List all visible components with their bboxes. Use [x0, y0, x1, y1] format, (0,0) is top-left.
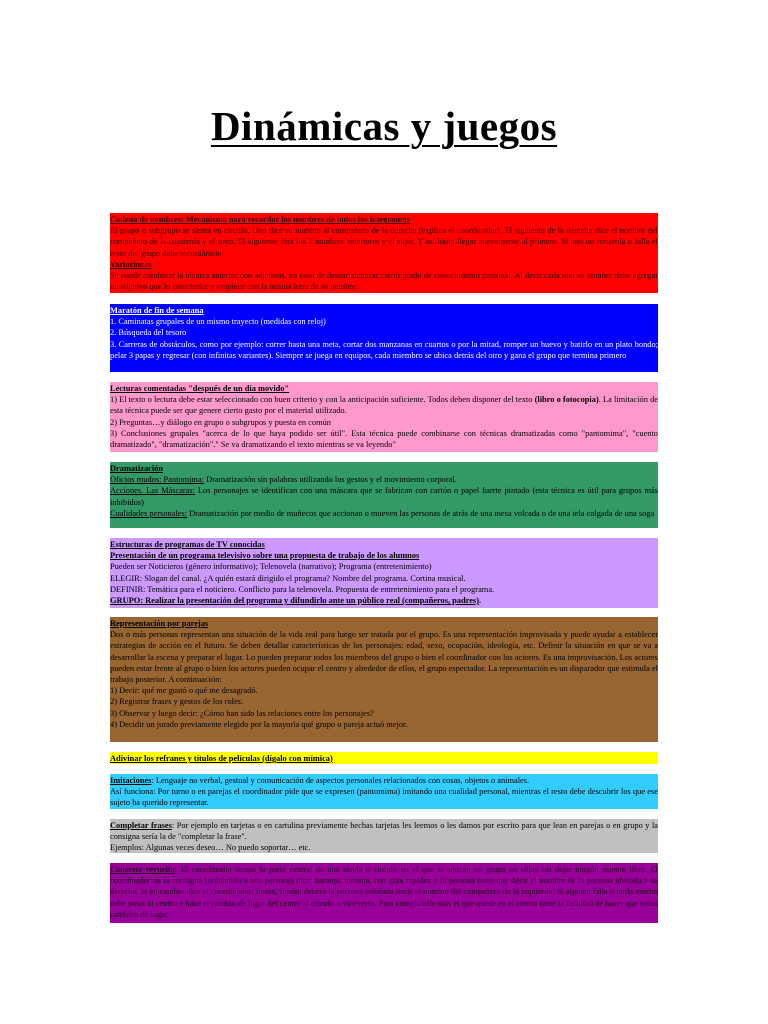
- item-text: : Por ejemplo en tarjetas o en cartulina previamente hechas tarjetas les leemos o les damos por escrito para que lean en parejas o en grupo y la consigna sería la de "completar la frase".: [110, 821, 658, 842]
- list-item: 3) Observar y luego decir: ¿Cómo han sido las relaciones entre los personajes?: [110, 708, 374, 718]
- item-label: Acciones. Las Máscaras:: [110, 486, 196, 496]
- item-text: 1) El texto o lectura debe estar seleccionado con buen criterio y con la anticipación suficiente. Todos deben disponer del texto: [110, 395, 535, 405]
- list-item: ELEGIR: Slogan del canal. ¿A quién estará dirigido el programa? Nombre del programa. Cortina musical.: [110, 573, 466, 583]
- section-text: [110, 864, 658, 920]
- section-programas-tv: [110, 538, 658, 608]
- item-label: GRUPO: [110, 596, 141, 606]
- section-subheading: Variaciones: [110, 259, 152, 269]
- list-item: [110, 508, 658, 519]
- list-item: 3. Carreras de obstáculos, como por ejemplo: correr hasta una meta, cortar dos manzanas en cuartos o por la mitad, romper un huevo y batirlo en un plato hondo; pelar 3 papas y regresar (con infinitas variantes). Siempre se juega en equipos, cada miembro se ubica detrás del otro y gana el grupo que termina primero: [110, 339, 658, 360]
- item-text: . La limitación de esta técnica puede ser que genere cierto gasto por el material utilizado.: [110, 395, 658, 416]
- item-text: Dramatización por medio de muñecos que accionan o mueven las personas de atrás de una mesa volcada o de una tela colgada de una soga: [186, 508, 655, 518]
- list-item: Pueden ser Noticieros (género informativo); Telenovela (narrativo); Programa (entretenimiento): [110, 562, 432, 572]
- list-item: DEFINIR: Temática para el noticiero. Conflicto para la telenovela. Propuesta de entretenimiento para el programa.: [110, 584, 495, 594]
- section-heading: Cadena de nombres: Mecanismo para recordar los nombres de todos los integrantes: [110, 215, 410, 224]
- section-heading: Adivinar los refranes y títulos de películas (dígalo con mímica): [110, 754, 333, 763]
- section-text: El grupo o subgrupo se sienta en círculo. Uno dice su nombre al compañero de la derecha (explica el coordinador). El siguiente de la derecha dice el nombre del compañero de la izquierda y el suyo. El siguiente dirá los 3 nombres anteriores y el suyo. Y así hasta llegar nuevamente al primero. Si uno no recuerda o falla el resto del grupo debe recordárselo: [110, 226, 658, 258]
- list-item: 1) Decir: qué me gustó o qué me desagradó.: [110, 686, 258, 696]
- list-item: 2) Preguntas…y diálogo en grupo o subgrupos y puesta en común: [110, 417, 331, 427]
- list-item: [110, 485, 658, 507]
- section-heading: Estructuras de programas de TV conocidas: [110, 540, 265, 549]
- list-item: [110, 394, 658, 416]
- list-item: [110, 595, 658, 606]
- item-text: : Realizar la presentación del programa y difundirlo ante un público real (compañeros, padres): [140, 596, 479, 606]
- section-maraton: [110, 304, 658, 372]
- section-heading: Representación por parejas: [110, 619, 209, 628]
- section-text: [110, 775, 658, 786]
- item-label: Cualidades personales:: [110, 508, 187, 518]
- list-item: [110, 474, 658, 485]
- item-label: Consesta revuelta: [110, 865, 175, 874]
- item-emphasis: (libro o fotocopia): [534, 395, 599, 405]
- section-completar-frases: [110, 819, 658, 853]
- section-cadena-de-nombres: [110, 213, 658, 293]
- section-consesta-revuelta: [110, 863, 658, 923]
- item-text: Los personajes se identifican con una máscara que se fabrican con cartón o papel fuerte pintado (esta técnica es útil para grupos más inhibidos): [110, 486, 658, 507]
- section-dramatizacion: [110, 462, 658, 528]
- section-representacion-parejas: [110, 617, 658, 742]
- section-lecturas-comentadas: [110, 382, 658, 452]
- list-item: 1. Caminatas grupales de un mismo trayecto (medidas con reloj): [110, 317, 326, 327]
- page-title: Dinámicas y juegos: [210, 103, 558, 149]
- section-text: Así funciona: Por turno o en parejas el coordinador pide que se expresen (pantomima) imitando una cualidad personal, mientras el resto debe descubrir los que ese sujeto ha querido representar.: [110, 787, 658, 808]
- list-item: 4) Decidir un jurado previamente elegido por la mayoría qué grupo o pareja actuó mejor.: [110, 719, 408, 729]
- list-item: 2. Búsqueda del tesoro: [110, 328, 187, 338]
- list-item: 3) Conclusiones grupales "acerca de lo que haya podido ser útil". Esta técnica puede combinarse con técnicas dramatizadas como "pantomima", "cuento dramatizado", "dramatización"." Se va dramatizando el texto mientras se va leyendo": [110, 428, 658, 450]
- section-heading: Dramatización: [110, 464, 164, 473]
- item-text: : Lenguaje no verbal, gestual y comunicación de aspectos personales relacionados con cosas, objetos o animales.: [151, 776, 530, 785]
- section-text: Se puede combinar la técnica anterior con adjetivos, en caso de desear alcanzar cierto grado de conocimiento personal. Al decir cada uno su nombre debe agregar un adjetivo que lo caracterice y empiece con la misma letra de su nombre.: [110, 271, 658, 292]
- section-text: [110, 820, 658, 842]
- item-text: Dramatización sin palabras utilizando los gestos y el movimiento corporal.: [203, 475, 457, 485]
- section-adivinar-refranes: [110, 752, 658, 764]
- item-text: .: [478, 596, 482, 606]
- section-imitaciones: [110, 774, 658, 809]
- list-item: 2) Registrar frases y gestos de los roles.: [110, 697, 244, 707]
- section-text: Ejemplos: Algunas veces deseo… No puedo soportar… etc.: [110, 843, 311, 853]
- section-heading: Maratón de fin de semana: [110, 306, 204, 315]
- section-heading: Lecturas comentadas "después de un día movido": [110, 384, 290, 393]
- item-label: Imitaciones: [110, 776, 152, 785]
- item-label: Oficios mudos: Pantomima:: [110, 475, 204, 485]
- item-text: : El coordinador ocupa la parte central de una ronda o círculo en el que se ubican un grupo en sillas sin dejar ningún asiento libre. El coordinador da la consigna (señalando a una persona) dice: naranja, naranja, con gran rapidez y la persona tiene que decir el nombre de la persona ubicada a su derecha. Si en cambio dice el coordinador: limón, limón; deberá la persona señalada decir el nombre del compañero de la izquierda. Si alguien falla o tarda mucho debe pasar al centro y hace el cambio de lugar del centro al círculo o viceversa. Para complicarlo más el que quede en el centro tiene la facultad de hacer que todos cambien de lugar: [110, 865, 658, 919]
- section-subheading: Presentación de un programa televisivo sobre una propuesta de trabajo de los alumnos: [110, 551, 420, 561]
- item-label: Completar frases: [110, 821, 172, 830]
- section-text: Dos o más personas representan una situación de la vida real para luego ser tratada por el grupo. Es una representación improvisada y puede ayudar a establecer estrategias de acción en el futuro. Se deben detallar características de los personajes: edad, sexo, ocupación, ideología, etc. Definir la situación en que se va a desarrollar la escena y preparar el lugar. Lo pueden preparar todos los miembros del grupo o bien el coordinador con los actores. Es una improvisación. Los actores pueden estar frente al grupo o bien los actores pueden ocupar el centro y alrededor de ellos, el grupo espectador. La representación es un disparador que estimula el trabajo posterior. A continuación:: [110, 630, 658, 685]
